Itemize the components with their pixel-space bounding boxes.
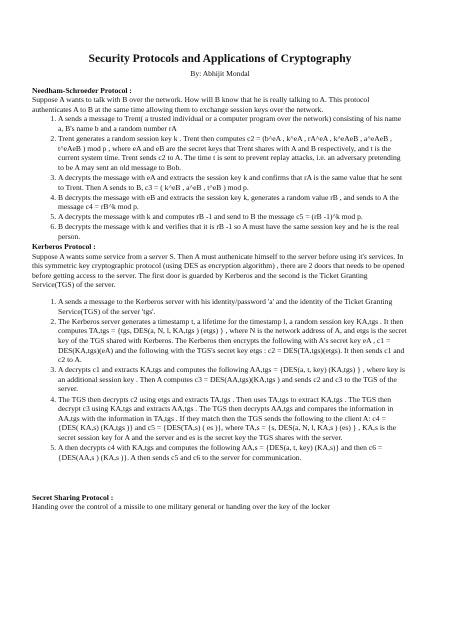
- needham-step: 4. B decrypts the message with eB and extracts the session key k, generates a random value rB , and sends to A the message c4 = rB^k mod p.: [58, 193, 408, 212]
- needham-intro: Suppose A wants to talk with B over the network. How will B know that he is really talking to A. This protocol authenticates A to B at the same time allowing them to exchange session keys over the network.: [32, 95, 370, 114]
- kerberos-step: 2. The Kerberos server generates a timestamp t, a lifetime for the timestamp l, a random session key KA,tgs . It then computes TA,tgs = {tgs, DES(a, N, l, KA,tgs ) (etgs) } , where N is the network address of A, and etgs is the secret key of the TGS shared with Kerberos. The Kerberos then encrypts the following with A's secret key eA , c1 = DES(KA,tgs)(eA) and the following with the TGS's secret key etgs : c2 = DES(TA,tgs)(etgs). It then sends c1 and c2 to A.: [58, 317, 408, 365]
- kerberos-step: 1. A sends a message to the Kerberos server with his identity/password 'a' and the identity of the Ticket Granting Service(TGS) of the server 'tgs'.: [58, 297, 408, 316]
- needham-step: 1. A sends a message to Trent( a trusted individual or a computer program over the network) consisting of his name a, B's name b and a random number rA: [58, 114, 408, 133]
- needham-step: 2. Trent generates a random session key k . Trent then computes c2 = (b^eA , k^eA , rA^eA , k^eAeB , a^eAeB , t^eAeB ) mod p , where eA and eB are the secret keys that Trent shares with A and B respectively, and t is the current system time. Trent sends c2 to A. The time t is sent to prevent replay attacks, i.e. an adversary pretending to be A may sent an old message to Bob.: [58, 134, 408, 172]
- document-title: Security Protocols and Applications of Cryptography: [88, 52, 352, 65]
- needham-step: 5. A decrypts the message with k and computes rB -1 and send to B the message c5 = (rB -1)^k mod p.: [58, 212, 408, 222]
- needham-step: 6. B decrypts the message with k and verifies that it is rB -1 so A must have the same session key and he is the real person.: [58, 222, 408, 241]
- needham-step: 3. A decrypts the message with eA and extracts the session key k and confirms that rA is the same value that he sent to Trent. Then A sends to B, c3 = ( k^eB , a^eB , t^eB ) mod p.: [58, 173, 408, 192]
- secret-intro: Handing over the control of a missile to one military general or handing over the key of the locker: [32, 502, 331, 512]
- secret-heading: Secret Sharing Protocol :: [32, 492, 114, 502]
- kerberos-step: 3. A decrypts c1 and extracts KA,tgs and computes the following AA,tgs = {DES(a, t, key) (KA,tgs) } , where key is an additional session key . Then A computes c3 = DES(AA,tgs)(KA,tgs ) and sends c2 and c3 to the TGS of the server.: [58, 365, 408, 394]
- kerberos-steps: [32, 297, 408, 462]
- needham-steps: [32, 114, 408, 241]
- kerberos-step: 4. The TGS then decrypts c2 using etgs and extracts TA,tgs . Then uses TA,tgs to extract KA,tgs . The TGS then decrypt c3 using KA,tgs and extracts AA,tgs . The TGS then decrypts AA,tgs and compares the information in AA,tgs with the information in TA,tgs . If they match then the TGS sends the following to the client A: c4 = {DES( KA,s) (KA,tgs )} and c5 = {DES(TA,s) ( es )}, where TA,s = {s, DES(a, N, l, KA,s ) (es) } , KA,s is the secret session key for A and the server and es is the secret key the TGS shares with the server.: [58, 395, 408, 443]
- document-author: By: Abhijit Mondal: [190, 69, 250, 78]
- kerberos-step: 5. A then decrypts c4 with KA,tgs and computes the following AA,s = {DES(a, t, key) (KA,s)} and then c6 = {DES(AA,s ) (KA,s )}. A then sends c5 and c6 to the server for communication.: [58, 443, 408, 462]
- needham-heading: Needham-Schroeder Protocol :: [32, 85, 132, 95]
- section-spacer: [32, 463, 408, 493]
- kerberos-heading: Kerberos Protocol :: [32, 242, 96, 252]
- kerberos-intro: Suppose A wants some service from a server S. Then A must authenicate himself to the server before using it's services. In this symmetric key cryptographic protocol (using DES as encryption algorithm) , there are 2 doors that needs to be opened before getting access to the server. The first door is guarded by Kerberos and the second is the Ticket Granting Service(TGS) of the server.: [32, 251, 405, 290]
